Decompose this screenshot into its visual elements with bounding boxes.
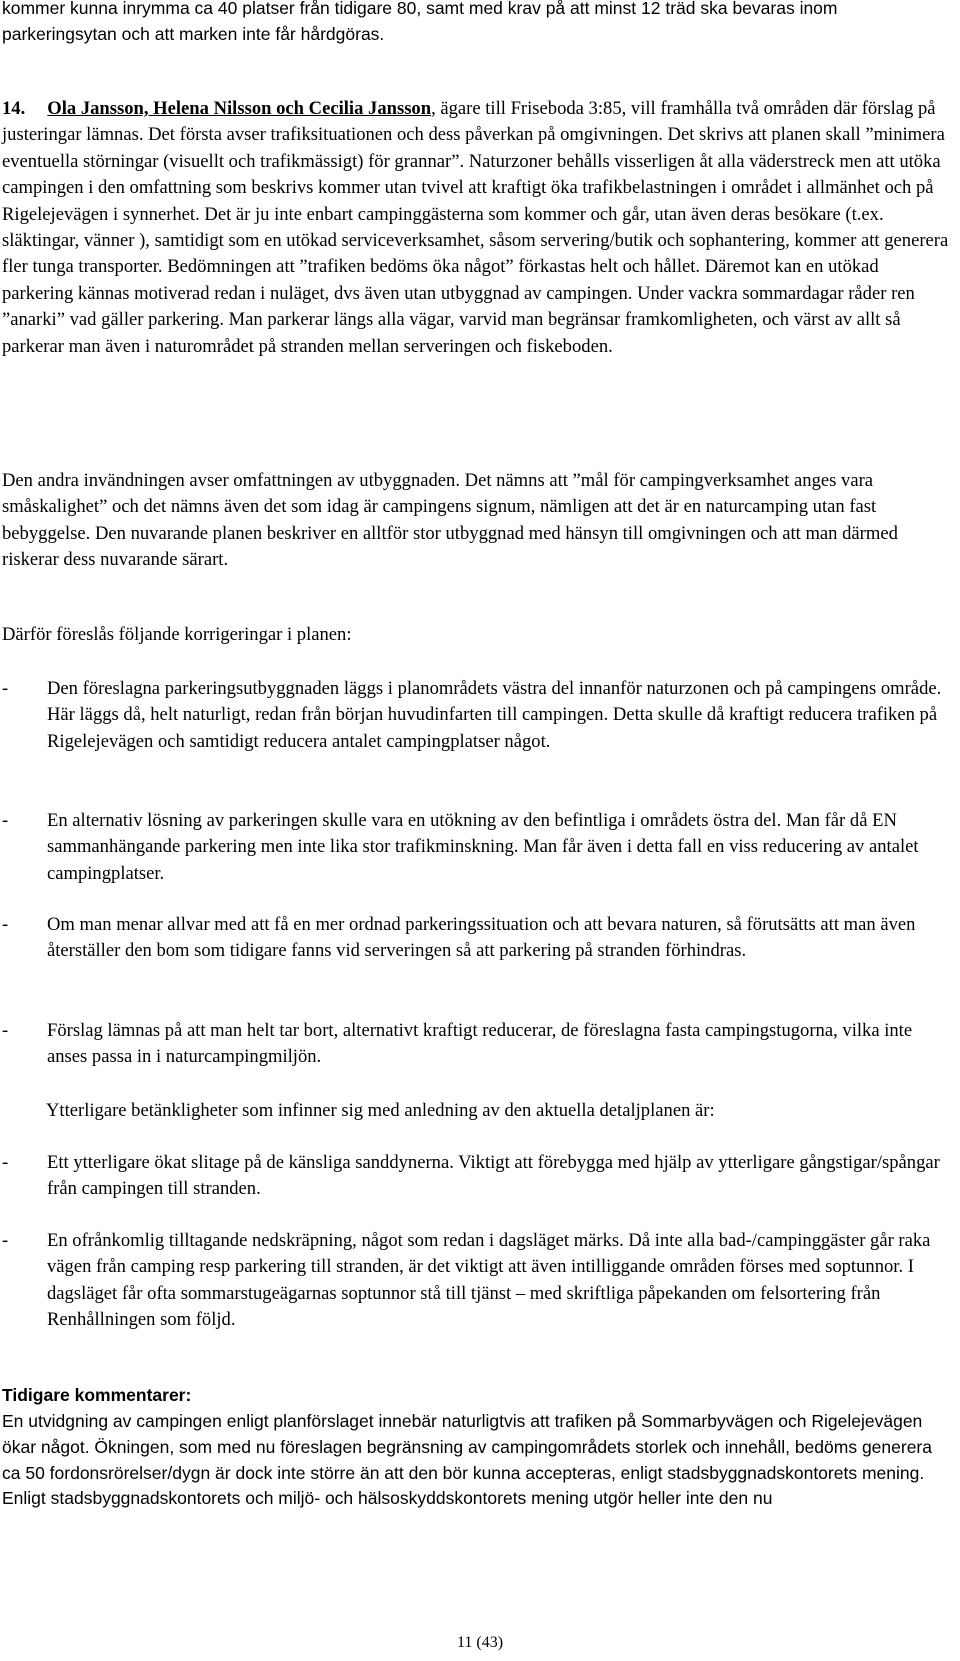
comment-14-text: , ägare till Friseboda 3:85, vill framhålla två områden där förslag på justeringar lämnas. Det första avser trafiksituationen och dess påverkan på omgivningen. Det skrivs att planen skall ”minimera eventuella störningar (visuellt och trafikmässigt) för grannar”. Naturzoner behålls visserligen åt alla väderstreck men att utöka campingen i den omfattning som beskrivs kommer utan tvivel att kraftigt öka trafikbelastningen i området i allmänhet och på Rigelejevägen i synnerhet. Det är ju inte enbart campinggästerna som kommer och går, utan även deras besökare (t.ex. släktingar, vänner ), samtidigt som en utökad serviceverksamhet, såsom servering/butik och sophantering, kommer att generera fler tunga transporter. Bedömningen att ”trafiken bedöms öka något” förkastas helt och hållet. Däremot kan en utökad parkering kännas motiverad redan i nuläget, dvs även utan utbyggnad av campingen. Under vackra sommardagar råder ren ”anarki” vad gäller parkering. Man parkerar längs alla vägar, varvid man begränsar framkomligheten, och värst av allt så parkerar man även i naturområdet på stranden mellan serveringen och fiskeboden. (2, 98, 949, 357)
list-dash: - (2, 678, 9, 699)
intro-paragraph: kommer kunna inrymma ca 40 platser från tidigare 80, samt med krav på att minst 12 träd ska bevaras inom parkeringsytan och att marken inte får hårdgöras. (2, 0, 838, 44)
second-objection-paragraph: Den andra invändningen avser omfattningen av utbyggnaden. Det nämns att ”mål för campingverksamhet anges vara småskalighet” och det nämns även det som idag är campingens signum, nämligen att det är en naturcamping utan fast bebyggelse. Den nuvarande planen beskriver en alltför stor utbyggnad med hänsyn till omgivningen och att man därmed riskerar dess nuvarande särart. (2, 470, 898, 571)
concern-text: Ett ytterligare ökat slitage på de känsliga sanddynerna. Viktigt att förebygga med hjälp av ytterligare gångstigar/spångar från campingen till stranden. (47, 1152, 940, 1200)
proposal-text: Om man menar allvar med att få en mer ordnad parkeringssituation och att bevara naturen, så förutsätts att man även återställer den bom som tidigare fanns vid serveringen så att parkering på stranden förhindras. (47, 914, 916, 962)
further-concerns-intro: Ytterligare betänkligheter som infinner sig med anledning av den aktuella detaljplanen är: (46, 1100, 715, 1121)
comment-14-paragraph (2, 96, 950, 360)
list-dash: - (2, 1020, 9, 1041)
list-dash: - (2, 1230, 9, 1251)
list-dash: - (2, 914, 9, 935)
previous-comments-text: En utvidgning av campingen enligt planförslaget innebär naturligtvis att trafiken på Sommarbyvägen och Rigelejevägen ökar något. Ökningen, som med nu föreslagen begränsning av campingområdets storlek och innehåll, bedöms generera ca 50 fordonsrörelser/dygn är dock inte större än att den bör kunna accepteras, enligt stadsbyggnadskontorets mening. Enligt stadsbyggnadskontorets och miljö- och hälsoskyddskontorets mening utgör heller inte den nu (2, 1411, 932, 1509)
page-number: 11 (43) (456, 1634, 504, 1651)
previous-comments-heading: Tidigare kommentarer: (2, 1385, 192, 1405)
comment-number: 14. (2, 98, 26, 119)
concern-text: En ofrånkomlig tilltagande nedskräpning, något som redan i dagsläget märks. Då inte alla bad-/campinggäster går raka vägen från camping resp parkering till stranden, är det viktigt att även intilliggande områden förses med soptunnor. I dagsläget får ofta sommarstugeägarnas soptunnor stå till tjänst – med skriftliga påpekanden om felsortering från Renhållningen som följd. (47, 1230, 931, 1331)
proposal-text: Den föreslagna parkeringsutbyggnaden läggs i planområdets västra del innanför naturzonen och på campingens område. Här läggs då, helt naturligt, redan från början huvudinfarten till campingen. Detta skulle då kraftigt reducera trafiken på Rigelejevägen och samtidigt reducera antalet campingplatser något. (47, 678, 942, 752)
list-dash: - (2, 1152, 9, 1173)
proposal-text: En alternativ lösning av parkeringen skulle vara en utökning av den befintliga i områdets östra del. Man får då EN sammanhängande parkering men inte lika stor trafikminskning. Man får även i detta fall en viss reducering av antalet campingplatser. (47, 810, 919, 884)
proposal-text: Förslag lämnas på att man helt tar bort, alternativt kraftigt reducerar, de föreslagna fasta campingstugorna, vilka inte anses passa in i naturcampingmiljön. (47, 1020, 913, 1068)
commenter-names: Ola Jansson, Helena Nilsson och Cecilia Jansson (47, 98, 432, 119)
list-dash: - (2, 810, 9, 831)
proposals-intro: Därför föreslås följande korrigeringar i planen: (2, 624, 352, 645)
